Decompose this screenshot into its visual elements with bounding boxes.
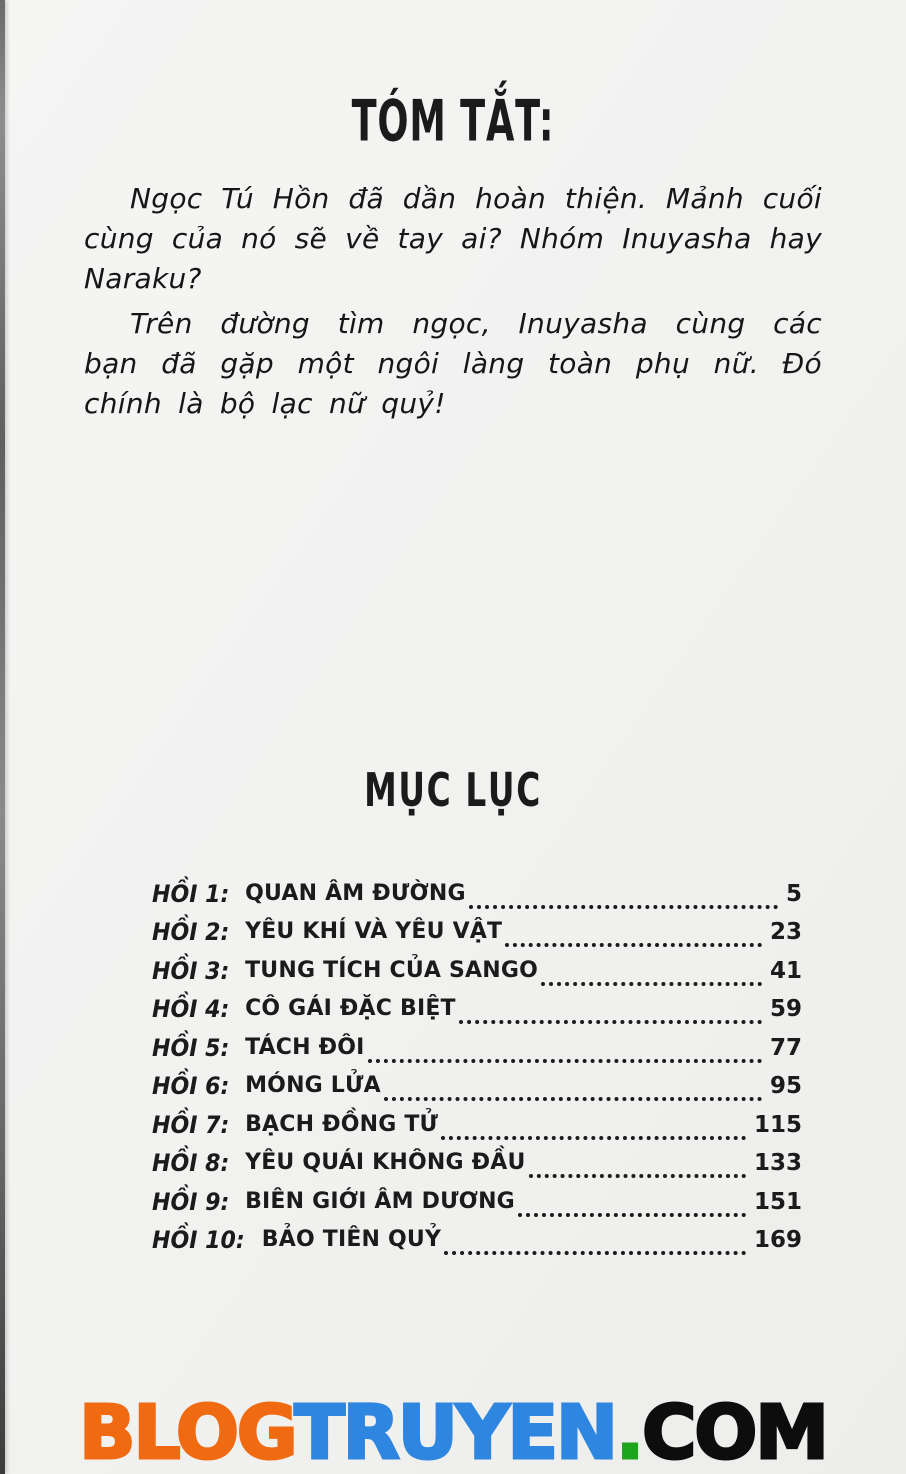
toc-entry-label: HỒI 10:: [152, 1226, 245, 1254]
toc-leader-dots: [459, 1014, 762, 1024]
toc-leader-dots: [541, 976, 762, 986]
toc-leader-dots: [469, 899, 778, 909]
toc-entry-page: 133: [753, 1150, 802, 1176]
toc-entry: [152, 1140, 802, 1179]
summary-section: [0, 0, 906, 424]
watermark-segment-dot: .: [615, 1390, 643, 1474]
toc-leader-dots: [441, 1130, 746, 1140]
watermark-segment-truyen: TRUYEN: [294, 1390, 616, 1474]
summary-title: TÓM TẮT:: [351, 87, 555, 156]
watermark-segment-com: COM: [642, 1390, 827, 1474]
blogtruyen-watermark-logo: [0, 1390, 906, 1474]
toc-entry: [152, 1217, 802, 1256]
toc-entry: [152, 1024, 802, 1063]
toc-leader-dots: [518, 1207, 746, 1217]
toc-entry-page: 169: [753, 1227, 802, 1253]
toc-leader-dots: [444, 1245, 746, 1255]
toc-leader-dots: [368, 1053, 762, 1063]
toc-entry: [152, 1101, 802, 1140]
toc-entry: [152, 947, 802, 986]
toc-entry-title: BẠCH ĐỒNG TỬ: [245, 1111, 439, 1137]
toc-entry-page: 151: [753, 1188, 802, 1215]
toc-entry-title: YÊU QUÁI KHÔNG ĐẦU: [245, 1150, 526, 1175]
toc-entry-page: 5: [785, 880, 802, 907]
toc-section: [0, 764, 906, 1255]
toc-leader-dots: [384, 1091, 762, 1101]
page-spine-edge: [0, 0, 5, 1474]
toc-entry-label: HỒI 2:: [152, 918, 230, 946]
toc-entry: [152, 986, 802, 1025]
toc-entry-page: 95: [769, 1073, 802, 1099]
toc-entry-title: CÔ GÁI ĐẶC BIỆT: [245, 996, 456, 1021]
toc-entry-title: TÁCH ĐÔI: [245, 1034, 365, 1060]
summary-paragraph-1: Ngọc Tú Hồn đã dần hoàn thiện. Mảnh cuối cùng của nó sẽ về tay ai? Nhóm Inuyasha hay Naraku?: [84, 182, 822, 295]
toc-entry-page: 59: [769, 996, 802, 1022]
toc-entry-page: 23: [769, 919, 802, 945]
summary-paragraph-2: Trên đường tìm ngọc, Inuyasha cùng các bạn đã gặp một ngôi làng toàn phụ nữ. Đó chính là bộ lạc nữ quỷ!: [84, 307, 822, 420]
toc-title: MỤC LỤC: [364, 764, 542, 818]
toc-entry-title: TUNG TÍCH CỦA SANGO: [245, 957, 539, 983]
toc-entry-label: HỒI 7:: [152, 1110, 230, 1139]
toc-entry: [152, 909, 802, 948]
toc-entry-label: HỒI 4:: [152, 995, 230, 1023]
toc-entry-label: HỒI 1:: [152, 879, 230, 908]
toc-entry-title: YÊU KHÍ VÀ YÊU VẬT: [245, 919, 503, 944]
toc-entry-label: HỒI 3:: [152, 956, 230, 985]
toc-entry-title: BIÊN GIỚI ÂM DƯƠNG: [245, 1188, 515, 1214]
toc-entry-page: 77: [769, 1034, 802, 1061]
toc-list: [152, 870, 802, 1255]
toc-entry-title: BẢO TIÊN QUỶ: [261, 1227, 442, 1252]
toc-entry-label: HỒI 8:: [152, 1149, 230, 1177]
toc-entry-label: HỒI 5:: [152, 1033, 230, 1062]
toc-entry-label: HỒI 9:: [152, 1187, 230, 1216]
toc-leader-dots: [529, 1168, 746, 1178]
toc-entry-title: QUAN ÂM ĐƯỜNG: [245, 880, 466, 906]
watermark-segment-blog: BLOG: [79, 1390, 295, 1474]
toc-entry: [152, 1178, 802, 1217]
toc-entry-page: 115: [753, 1111, 802, 1138]
summary-body: [0, 179, 906, 424]
toc-entry-page: 41: [769, 957, 802, 984]
toc-entry: [152, 870, 802, 909]
toc-entry: [152, 1063, 802, 1102]
toc-entry-label: HỒI 6:: [152, 1072, 230, 1100]
toc-entry-title: MÓNG LỬA: [245, 1073, 381, 1098]
toc-leader-dots: [505, 937, 762, 947]
